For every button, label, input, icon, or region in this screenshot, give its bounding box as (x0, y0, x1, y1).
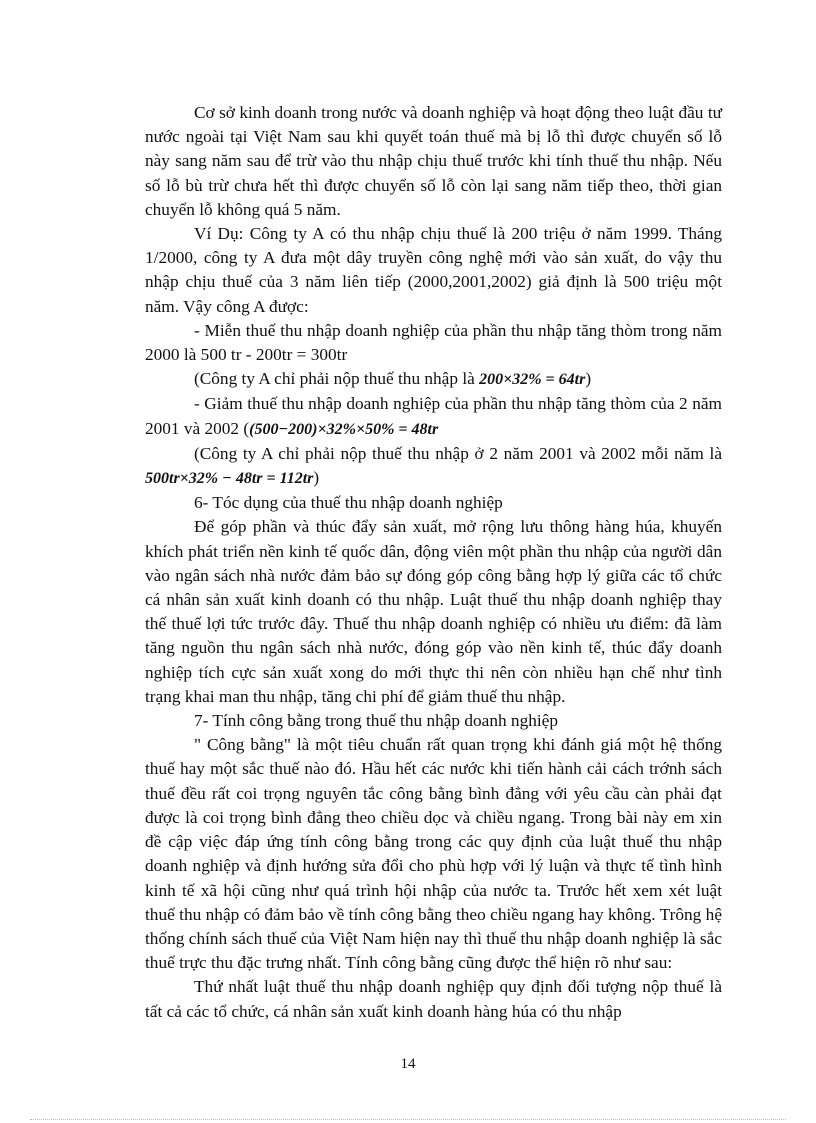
heading-section-7: 7- Tính công bằng trong thuế thu nhập doanh nghiệp (194, 711, 558, 731)
paragraph-fairness: " Công bằng" là một tiêu chuẩn rất quan trọng khi đánh giá một hệ thống thuế hay một sắc thuế nào đó. Hầu hết các nước khi tiến hành cải cách trớnh sách thuế đều rất coi trọng nguyên tắc công bằng bình đẳng với yêu cầu càn phải đạt được là coi trọng bình đẳng theo chiều dọc và chiều ngang. Trong bài này em xin đề cập việc đáp ứng tính công bằng trong các quy định của luật thuế thu nhập doanh nghiệp và định hướng sửa đổi cho phù hợp với lý luận và thực tế tình hình kinh tế xã hội cũng như quá trình hội nhập của nước ta. Trước hết xem xét luật thuế thu nhập có đảm bảo về tính công bằng theo chiều ngang hay không. Trông hệ thống chính sách thuế của Việt Nam hiện nay thì thuế thu nhập doanh nghiệp là sắc thuế trực thu đặc trưng nhất. Tính công bằng cũng được thể hiện rõ như sau: (145, 735, 722, 973)
page-number: 14 (400, 1056, 416, 1072)
paragraph-loss-carryforward: Cơ sở kinh doanh trong nước và doanh nghiệp và hoạt động theo luật đầu tư nước ngoài tại Việt Nam sau khi quyết toán thuế mà bị lỗ thì được chuyển số lỗ này sang năm sau để trừ vào thu nhập chịu thuế trước khi tính thuế thu nhập. Nếu số lỗ bù trừ chưa hết thì được chuyển số lỗ còn lại sang năm tiếp theo, thời gian chuyển lỗ không quá 5 năm. (145, 103, 722, 219)
paragraph-effects: Để góp phần và thúc đẩy sản xuất, mở rộng lưu thông hàng húa, khuyến khích phát triển nền kinh tế quốc dân, động viên một phần thu nhập của người dân vào ngân sách nhà nước đảm bảo sự đóng góp công bằng hợp lý giữa các tổ chức cá nhân sản xuất kinh doanh có thu nhập. Luật thuế thu nhập doanh nghiệp thay thế thuế lợi tức trước đây. Thuế thu nhập doanh nghiệp có nhiều ưu điểm: đã làm tăng nguồn thu ngân sách nhà nước, đóng góp vào nền kinh tế, thúc đẩy doanh nghiệp tích cực sản xuất xong do mới thực thi nên còn nhiều hạn chế như tình trạng khai man thu nhập, tăng chi phí để giảm thuế thu nhập. (145, 517, 722, 706)
text-prefix: - Giảm thuế thu nhập doanh nghiệp của phần thu nhập tăng thòm của 2 năm 2001 và 2002 ( (145, 394, 722, 438)
paragraph-reduction (145, 392, 722, 441)
heading-section-6: 6- Tóc dụng của thuế thu nhập doanh nghiệp (194, 493, 503, 513)
paragraph-example: Ví Dụ: Công ty A có thu nhập chịu thuế là 200 triệu ở năm 1999. Tháng 1/2000, công ty A đưa một dây truyền công nghệ mới vào sản xuất, do vậy thu nhập chịu thuế của 3 năm liên tiếp (2000,2001,2002) giả định là 500 triệu một năm. Vậy công A được: (145, 224, 722, 316)
paragraph-company-pays-2000 (145, 367, 722, 392)
text-suffix: ) (313, 468, 320, 488)
text-prefix: (Công ty A chỉ phải nộp thuế thu nhập ở 2 năm 2001 và 2002 mỗi năm là (194, 443, 722, 463)
paragraph-company-pays-2001-2002 (145, 442, 722, 491)
page-bottom-rule (30, 1119, 786, 1120)
paragraph-first-point: Thứ nhất luật thuế thu nhập doanh nghiệp quy định đối tượng nộp thuế là tất cả các tổ chức, cá nhân sản xuất kinh doanh hàng húa có thu nhập (145, 977, 722, 1021)
paragraph-exemption: - Miễn thuế thu nhập doanh nghiệp của phần thu nhập tăng thòm trong năm 2000 là 500 tr - 200tr = 300tr (145, 320, 722, 365)
formula-2001-2002: 500tr×32% − 48tr = 112tr (145, 470, 314, 488)
text-prefix: (Công ty A chỉ phải nộp thuế thu nhập là (194, 369, 480, 389)
formula-reduction: (500−200)×32%×50% = 48tr (249, 420, 439, 438)
formula-2000: 200×32% = 64tr (479, 371, 586, 389)
document-body (145, 101, 722, 1024)
text-suffix: ) (585, 369, 592, 389)
